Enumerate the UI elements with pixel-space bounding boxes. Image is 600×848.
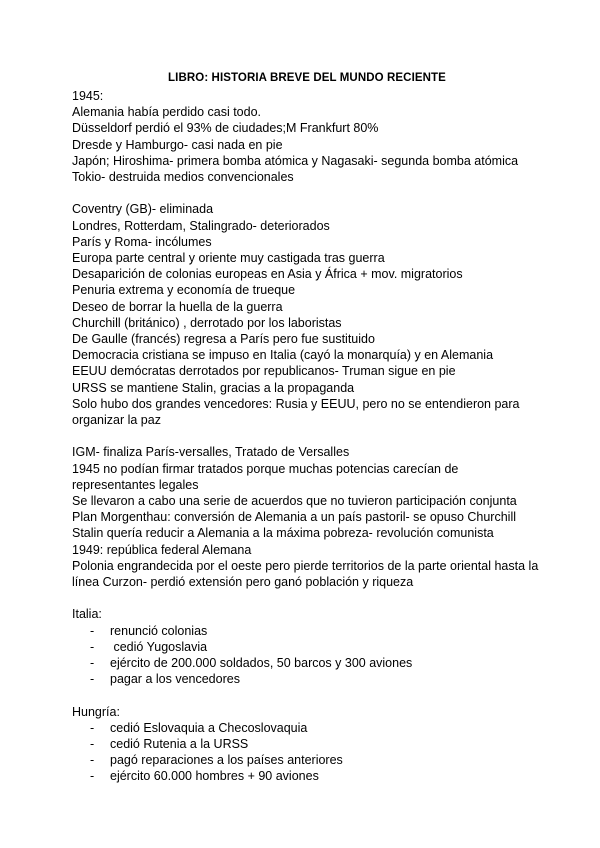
list-item — [72, 752, 542, 768]
text-line: Polonia engrandecida por el oeste pero pierde territorios de la parte oriental hasta la — [72, 558, 539, 573]
text-line: línea Curzon- perdió extensión pero ganó población y riqueza — [72, 575, 414, 590]
section-hungria — [72, 704, 542, 785]
blank-line — [72, 428, 542, 444]
section-treaties — [72, 444, 542, 590]
text-line: 1945 no podían firmar tratados porque muchas potencias carecían de — [72, 461, 459, 476]
list-item — [72, 639, 542, 655]
blank-line — [72, 185, 542, 201]
list-item-text: cedió Rutenia a la URSS — [110, 737, 249, 752]
italia-list — [72, 623, 542, 688]
list-item — [72, 655, 542, 671]
text-line: Alemania había perdido casi todo. — [72, 105, 262, 120]
list-item-text: cedió Eslovaquia a Checoslovaquia — [110, 720, 308, 735]
blank-line — [72, 590, 542, 606]
text-line: representantes legales — [72, 477, 199, 492]
dash-bullet: - — [90, 769, 95, 784]
text-line: URSS se mantiene Stalin, gracias a la propaganda — [72, 380, 355, 395]
blank-line — [72, 687, 542, 703]
dash-bullet: - — [90, 753, 95, 768]
section-italia — [72, 606, 542, 687]
dash-bullet: - — [90, 639, 95, 654]
text-line: Europa parte central y oriente muy castigada tras guerra — [72, 251, 385, 266]
text-line: organizar la paz — [72, 413, 161, 428]
list-item — [72, 736, 542, 752]
list-item-text: pagar a los vencedores — [110, 672, 240, 687]
text-line: 1949: república federal Alemana — [72, 542, 252, 557]
text-line: De Gaulle (francés) regresa a París pero fue sustituido — [72, 332, 375, 347]
text-line: 1945: — [72, 89, 104, 103]
text-line: Stalin quería reducir a Alemania a la máxima pobreza- revolución comunista — [72, 526, 494, 541]
section-1945 — [72, 88, 542, 185]
text-line: París y Roma- incólumes — [72, 234, 212, 249]
text-line: Democracia cristiana se impuso en Italia (cayó la monarquía) y en Alemania — [72, 348, 494, 363]
text-line: Deseo de borrar la huella de la guerra — [72, 299, 283, 314]
list-item — [72, 720, 542, 736]
dash-bullet: - — [90, 720, 95, 735]
list-item — [72, 671, 542, 687]
list-item — [72, 623, 542, 639]
section-heading: Hungría: — [72, 704, 120, 719]
list-item-text: renunció colonias — [110, 623, 208, 638]
text-line: Desaparición de colonias europeas en Asia y África + mov. migratorios — [72, 267, 463, 282]
text-line: Penuria extrema y economía de trueque — [72, 283, 296, 298]
section-postwar — [72, 201, 542, 428]
text-line: Japón; Hiroshima- primera bomba atómica y Nagasaki- segunda bomba atómica — [72, 153, 519, 168]
text-line: Londres, Rotterdam, Stalingrado- deteriorados — [72, 218, 330, 233]
text-line: Coventry (GB)- eliminada — [72, 202, 214, 217]
hungria-list — [72, 720, 542, 785]
list-item — [72, 768, 542, 784]
list-item-text: cedió Yugoslavia — [110, 639, 208, 654]
list-item-text: ejército 60.000 hombres + 90 aviones — [110, 769, 319, 784]
dash-bullet: - — [90, 656, 95, 671]
document-page — [72, 70, 542, 785]
text-line: Plan Morgenthau: conversión de Alemania a un país pastoril- se opuso Churchill — [72, 510, 517, 525]
text-line: IGM- finaliza París-versalles, Tratado de Versalles — [72, 445, 350, 460]
dash-bullet: - — [90, 672, 95, 687]
document-title: LIBRO: HISTORIA BREVE DEL MUNDO RECIENTE — [168, 72, 446, 84]
section-heading: Italia: — [72, 607, 102, 622]
text-line: Churchill (británico) , derrotado por los laboristas — [72, 315, 342, 330]
text-line: EEUU demócratas derrotados por republicanos- Truman sigue en pie — [72, 364, 456, 379]
list-item-text: pagó reparaciones a los países anteriores — [110, 753, 343, 768]
text-line: Dresde y Hamburgo- casi nada en pie — [72, 137, 283, 152]
text-line: Solo hubo dos grandes vencedores: Rusia y EEUU, pero no se entendieron para — [72, 396, 520, 411]
dash-bullet: - — [90, 623, 95, 638]
dash-bullet: - — [90, 737, 95, 752]
text-line: Tokio- destruida medios convencionales — [72, 170, 294, 185]
text-line: Düsseldorf perdió el 93% de ciudades;M Frankfurt 80% — [72, 121, 379, 136]
list-item-text: ejército de 200.000 soldados, 50 barcos y 300 aviones — [110, 656, 413, 671]
text-line: Se llevaron a cabo una serie de acuerdos que no tuvieron participación conjunta — [72, 494, 517, 509]
